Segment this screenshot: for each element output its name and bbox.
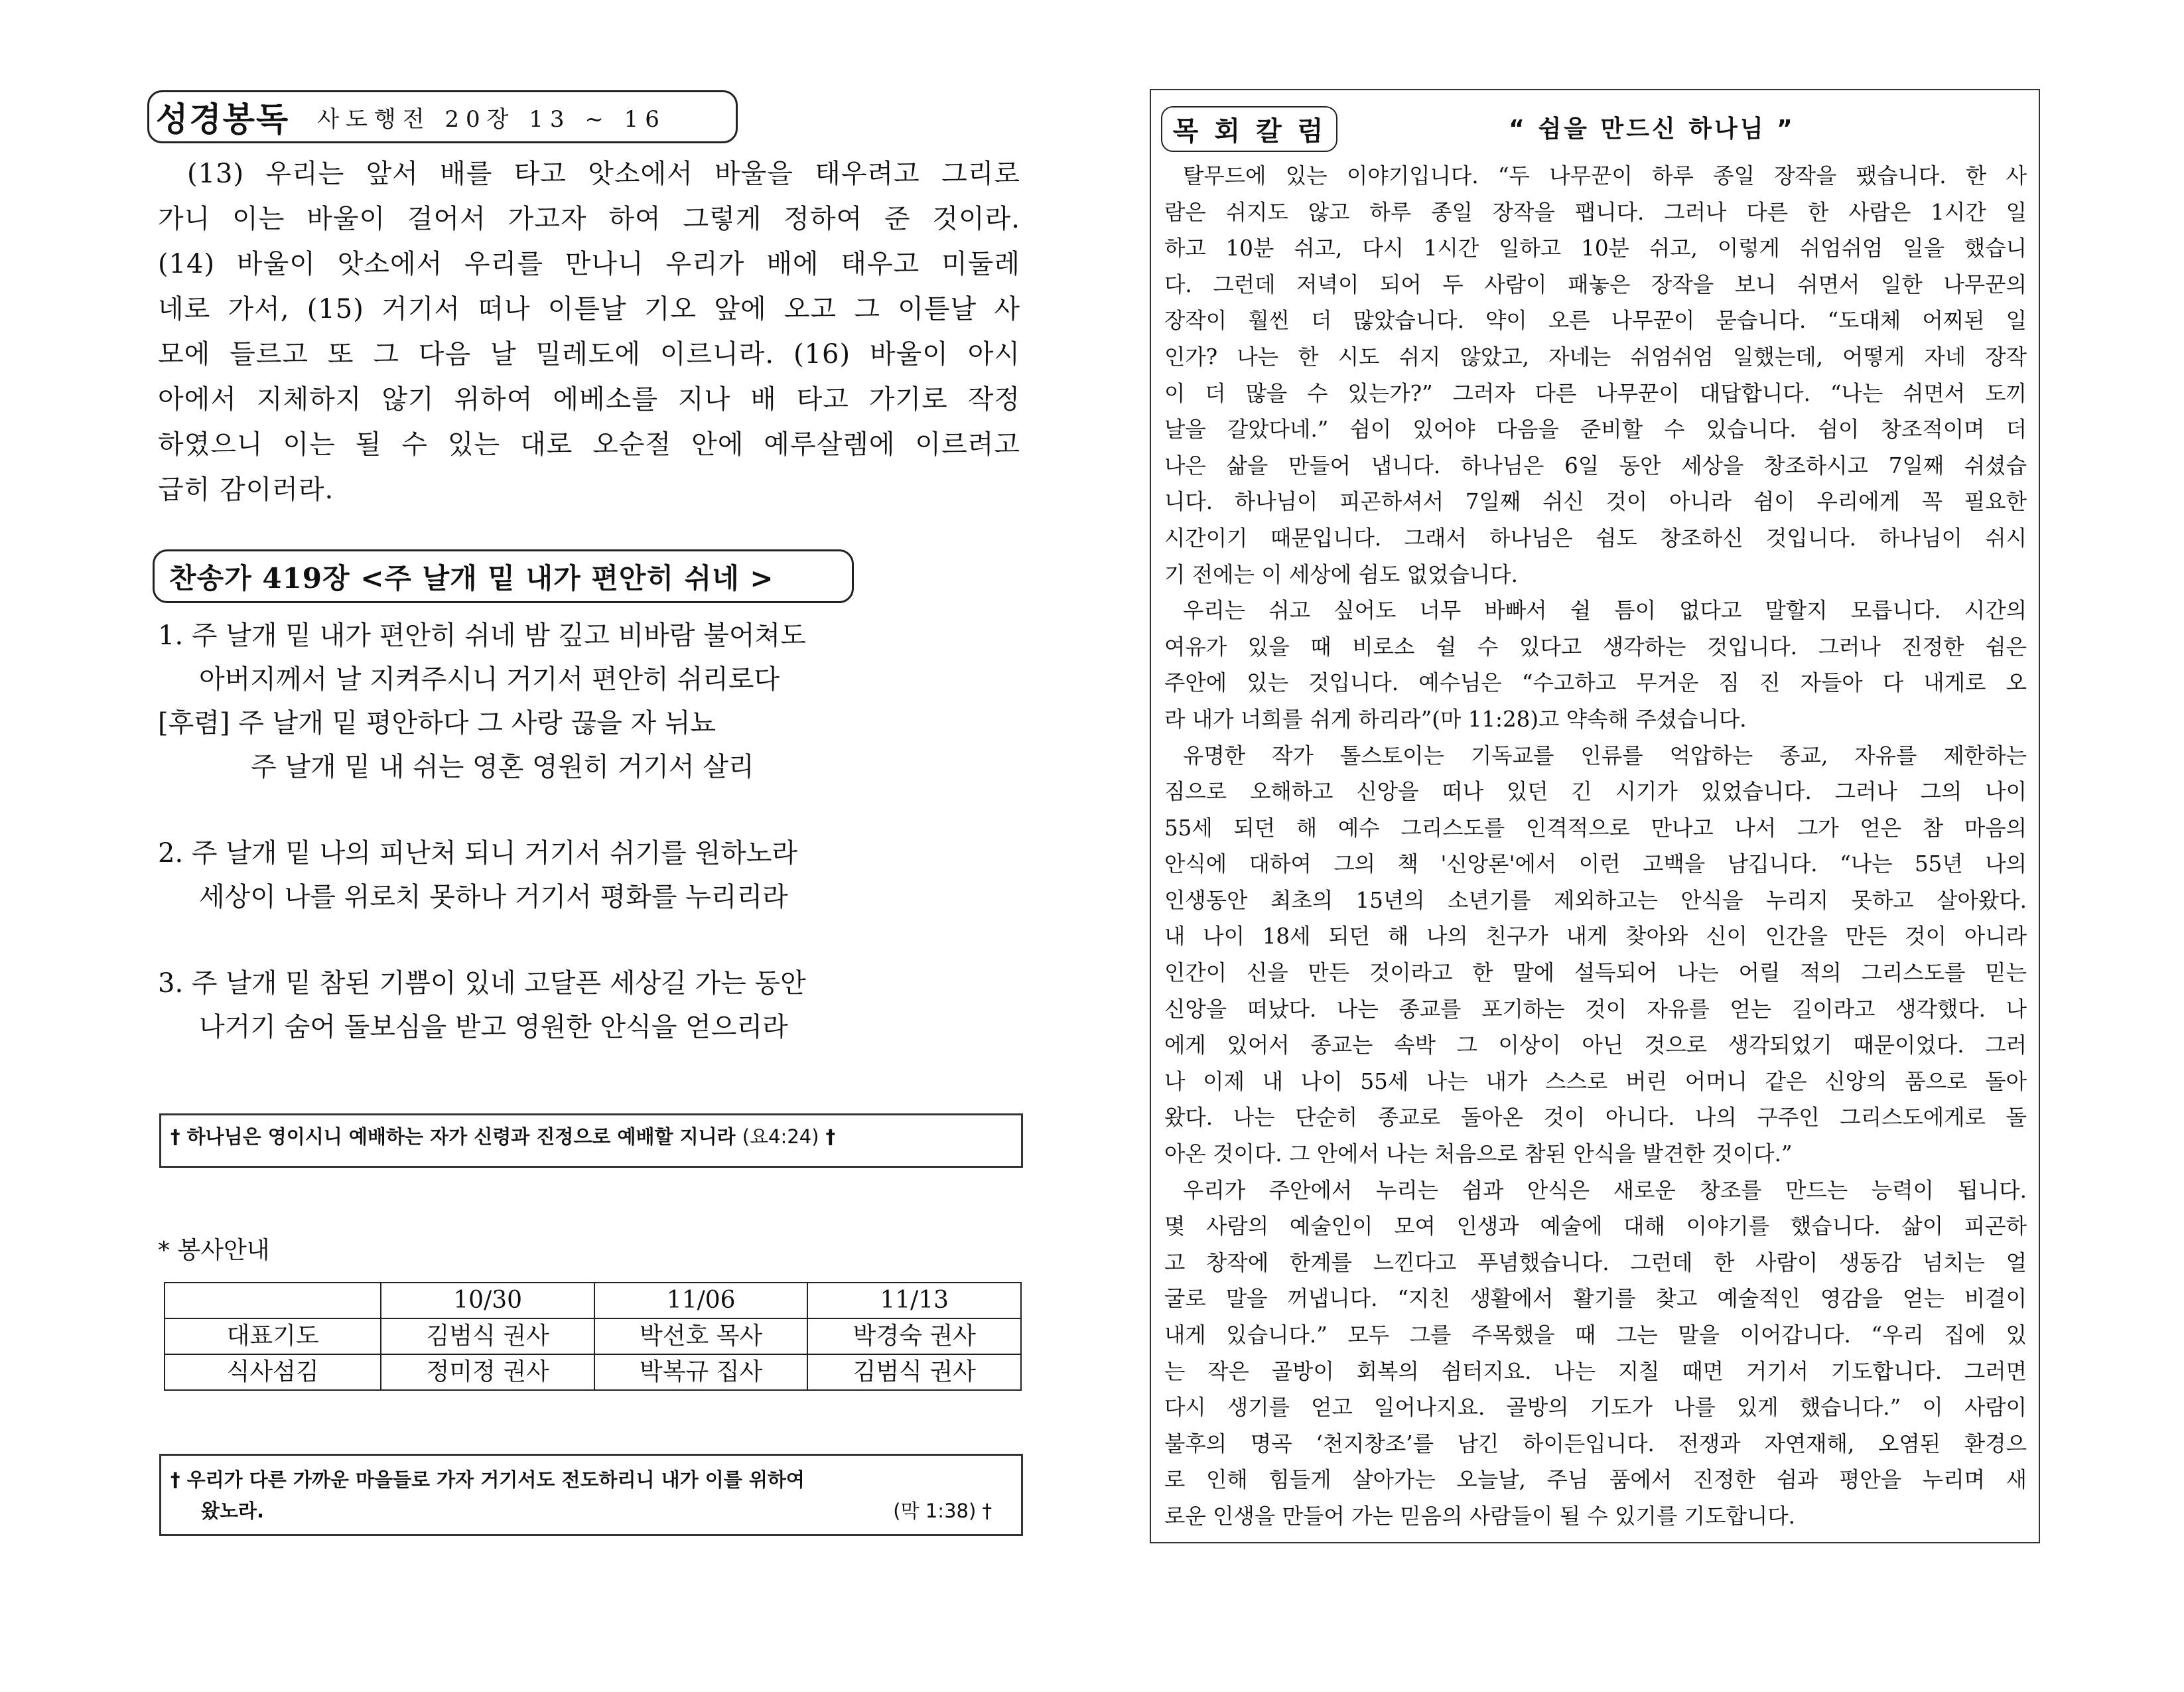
chorus-line-1: [후렴] 주 날개 밑 평안하다 그 사랑 끊을 자 뉘뇨 — [158, 708, 717, 739]
column-line: 고 창작에 한계를 느낀다고 푸념했습니다. 그런데 한 사람이 생동감 넘치는 얼 — [1164, 1249, 2027, 1275]
scripture-callout-mark — [159, 1454, 1023, 1536]
column-line: 짐으로 오해하고 신앙을 떠나 있던 긴 시기가 있었습니다. 그러나 그의 나이 — [1164, 779, 2027, 805]
verse-3-line-1: 3. 주 날개 밑 참된 기쁨이 있네 고달픈 세상길 가는 동안 — [158, 968, 806, 999]
column-line: 로운 인생을 만들어 가는 믿음의 사람들이 될 수 있기를 기도합니다. — [1164, 1503, 1795, 1529]
passage-line: 모에 들르고 또 그 다음 날 밀레도에 이르니라. (16) 바울이 아시 — [158, 339, 1020, 370]
column-line: 나 이제 내 나이 55세 나는 내가 스스로 버린 어머니 같은 신앙의 품으로 돌아 — [1164, 1068, 2027, 1094]
column-line: 55세 되던 해 예수 그리스도를 인격적으로 만나고 나서 그가 얻은 참 마음의 — [1164, 815, 2027, 841]
column-line: 유명한 작가 톨스토이는 기독교를 인류를 억압하는 종교, 자유를 제한하는 — [1183, 742, 2027, 768]
pastor-column-title: “ 쉼을 만드신 하나님 ” — [1509, 115, 1795, 143]
column-line: 인가? 나는 한 시도 쉬지 않았고, 자네는 쉬엄쉬엄 일했는데, 어떻게 자네 장작 — [1164, 344, 2027, 370]
column-line: 에게 있어서 종교는 속박 그 이상이 아닌 것으로 생각되었기 때문이었다. 그러 — [1164, 1032, 2027, 1058]
bible-reading-passage — [158, 151, 1020, 512]
column-line: 우리가 주안에서 누리는 쉼과 안식은 새로운 창조를 만드는 능력이 됩니다. — [1183, 1177, 2027, 1203]
column-line: 인생동안 최초의 15년의 소년기를 제외하고는 안식을 누리지 못하고 살아왔다. — [1164, 887, 2027, 913]
column-line: 여유가 있을 때 비로소 쉴 수 있다고 생각하는 것입니다. 그러나 진정한 쉼은 — [1164, 634, 2027, 660]
table-cell: 박복규 집사 — [594, 1354, 808, 1390]
column-line: 는 작은 골방이 회복의 쉼터지요. 나는 지칠 때면 거기서 기도합니다. 그러면 — [1164, 1358, 2027, 1384]
passage-line: (13) 우리는 앞서 배를 타고 앗소에서 바울을 태우려고 그리로 — [187, 159, 1020, 189]
row-label: 식사섬김 — [165, 1354, 381, 1390]
passage-line: 가니 이는 바울이 걸어서 가고자 하여 그렇게 정하여 준 것이라. — [158, 204, 1020, 234]
column-line: 로 인해 힘들게 살아가는 오늘날, 주님 품에서 진정한 쉼과 평안을 누리며 새 — [1164, 1467, 2027, 1493]
column-line: 주안에 있는 것입니다. 예수님은 “수고하고 무거운 짐 진 자들아 다 내게로 오 — [1164, 670, 2027, 696]
callout-text: 하나님은 영이시니 예배하는 자가 신령과 진정으로 예배할 지니라 — [186, 1125, 736, 1148]
column-line: 왔다. 나는 단순히 종교로 돌아온 것이 아니다. 나의 구주인 그리스도에게로 돌 — [1164, 1105, 2027, 1131]
table-cell: 김범식 권사 — [381, 1318, 594, 1354]
column-line: 니다. 하나님이 피곤하셔서 7일째 쉬신 것이 아니라 쉼이 우리에게 꼭 필요한 — [1164, 489, 2027, 515]
column-header: 11/13 — [807, 1283, 1021, 1318]
callout-reference: (막 1:38) † — [893, 1500, 992, 1522]
table-row — [165, 1318, 1021, 1354]
cross-icon: † — [171, 1468, 180, 1491]
bible-reading-reference: 사도행전 20장 13 ~ 16 — [317, 106, 666, 133]
column-header: 11/06 — [594, 1283, 808, 1318]
callout-text: 우리가 다른 가까운 마을들로 가자 거기서도 전도하리니 내가 이를 위하여 — [186, 1468, 805, 1491]
passage-line: 급히 감이러라. — [158, 474, 334, 505]
column-line: 시간이기 때문입니다. 그래서 하나님은 쉼도 창조하신 것입니다. 하나님이 쉬시 — [1164, 525, 2027, 551]
verse-1-line-2: 아버지께서 날 지켜주시니 거기서 편안히 쉬리로다 — [199, 664, 780, 695]
cross-icon: † — [982, 1500, 992, 1522]
column-line: 기 전에는 이 세상에 쉼도 없었습니다. — [1164, 561, 1518, 587]
column-header — [165, 1283, 381, 1318]
cross-icon: † — [171, 1125, 180, 1148]
column-line: 내게 있습니다.” 모두 그를 주목했을 때 그는 말을 이어갑니다. “우리 집에 있 — [1164, 1322, 2027, 1348]
column-line: 인간이 신을 만든 것이라고 한 말에 설득되어 나는 어릴 적의 그리스도를 믿는 — [1164, 960, 2027, 986]
column-line: 내 나이 18세 되던 해 나의 친구가 내게 찾아와 신이 인간을 만든 것이 아니라 — [1164, 924, 2027, 950]
column-line: 다시 생기를 얻고 일어나지요. 골방의 기도가 나를 있게 했습니다.” 이 사람이 — [1164, 1395, 2027, 1421]
hymn-lyrics — [158, 614, 1020, 1049]
cross-icon: † — [825, 1125, 836, 1148]
verse-2-line-2: 세상이 나를 위로치 못하나 거기서 평화를 누리리라 — [199, 882, 788, 912]
hymn-title: 찬송가 419장 <주 날개 밑 내가 편안히 쉬네 > — [169, 561, 774, 595]
spacer — [158, 919, 1020, 961]
passage-line: (14) 바울이 앗소에서 우리를 만나니 우리가 배에 태우고 미둘레 — [158, 249, 1020, 279]
table-cell: 박경숙 권사 — [807, 1318, 1021, 1354]
chorus-line-2: 주 날개 밑 내 쉬는 영혼 영원히 거기서 살리 — [251, 752, 754, 782]
column-line: 굴로 말을 꺼냅니다. “지친 생활에서 활기를 찾고 예술적인 영감을 얻는 비결이 — [1164, 1286, 2027, 1312]
service-schedule-table — [164, 1282, 1022, 1391]
column-line: 신앙을 떠났다. 나는 종교를 포기하는 것이 자유를 얻는 길이라고 생각했다. 나 — [1164, 996, 2027, 1022]
column-line: 안식에 대하여 그의 책 '신앙론'에서 이런 고백을 남깁니다. “나는 55년 나의 — [1164, 851, 2027, 877]
column-line: 아온 것이다. 그 안에서 나는 처음으로 참된 안식을 발견한 것이다.” — [1164, 1141, 1793, 1167]
column-line: 다. 그런데 저녁이 되어 두 사람이 패놓은 장작을 보니 쉬면서 일한 나무꾼의 — [1164, 271, 2027, 297]
passage-line: 하였으니 이는 될 수 있는 대로 오순절 안에 예루살렘에 이르려고 — [158, 429, 1020, 460]
callout-line-1 — [171, 1465, 1012, 1492]
pastor-column-body — [1164, 158, 2027, 1535]
callout-reference: (요4:24) — [742, 1125, 819, 1148]
hymn-header — [153, 549, 854, 603]
callout-text-continued: 왔노라. — [201, 1500, 265, 1522]
row-label: 대표기도 — [165, 1318, 381, 1354]
table-cell: 정미정 권사 — [381, 1354, 594, 1390]
column-line: 날을 갈았다네.” 쉼이 있어야 다음을 준비할 수 있습니다. 쉼이 창조적이며 더 — [1164, 417, 2027, 443]
column-line: 라 내가 너희를 쉬게 하리라”(마 11:28)고 약속해 주셨습니다. — [1164, 706, 1747, 732]
passage-line: 네로 가서, (15) 거기서 떠나 이튿날 기오 앞에 오고 그 이튿날 사 — [158, 294, 1020, 324]
column-line: 우리는 쉬고 싶어도 너무 바빠서 쉴 틈이 없다고 말할지 모릅니다. 시간의 — [1183, 598, 2027, 624]
verse-1-line-1: 1. 주 날개 밑 내가 편안히 쉬네 밤 깊고 비바람 불어쳐도 — [158, 620, 806, 651]
column-header: 10/30 — [381, 1283, 594, 1318]
table-row — [165, 1354, 1021, 1390]
column-line: 장작이 훨씬 더 많았습니다. 약이 오른 나무꾼이 묻습니다. “도대체 어찌된 일 — [1164, 308, 2027, 334]
column-line: 하고 10분 쉬고, 다시 1시간 일하고 10분 쉬고, 이렇게 쉬엄쉬엄 일을 했습니 — [1164, 236, 2027, 261]
scripture-callout-john — [159, 1113, 1023, 1168]
table-cell: 박선호 목사 — [594, 1318, 808, 1354]
column-line: 불후의 명곡 ‘천지창조’를 남긴 하이든입니다. 전쟁과 자연재해, 오염된 환경으 — [1164, 1431, 2027, 1456]
bible-reading-title: 성경봉독 — [156, 100, 290, 139]
spacer — [158, 789, 1020, 831]
column-line: 몇 사람의 예술인이 모여 인생과 예술에 대해 이야기를 했습니다. 삶이 피곤하 — [1164, 1214, 2027, 1239]
column-line: 이 더 많을 수 있는가?” 그러자 다른 나무꾼이 대답합니다. “나는 쉬면서 도끼 — [1164, 380, 2027, 406]
passage-line: 아에서 지체하지 않기 위하여 에베소를 지나 배 타고 가기로 작정 — [158, 384, 1020, 415]
verse-3-line-2: 나거기 숨어 돌보심을 받고 영원한 안식을 얻으리라 — [199, 1012, 788, 1042]
callout-line-2 — [171, 1496, 1012, 1523]
pastor-column-label: 목회칼럼 — [1161, 106, 1337, 152]
service-schedule-heading: * 봉사안내 — [158, 1237, 270, 1264]
table-cell: 김범식 권사 — [807, 1354, 1021, 1390]
table-header-row — [165, 1283, 1021, 1318]
bible-reading-header — [147, 90, 738, 143]
column-line: 람은 쉬지도 않고 하루 종일 장작을 팹니다. 그러나 다른 한 사람은 1시간 일 — [1164, 199, 2027, 225]
column-line: 탈무드에 있는 이야기입니다. “두 나무꾼이 하루 종일 장작을 팼습니다. 한 사 — [1183, 163, 2027, 188]
column-line: 나은 삶을 만들어 냅니다. 하나님은 6일 동안 세상을 창조하시고 7일째 쉬셨습 — [1164, 453, 2027, 478]
verse-2-line-1: 2. 주 날개 밑 나의 피난처 되니 거기서 쉬기를 원하노라 — [158, 838, 798, 869]
